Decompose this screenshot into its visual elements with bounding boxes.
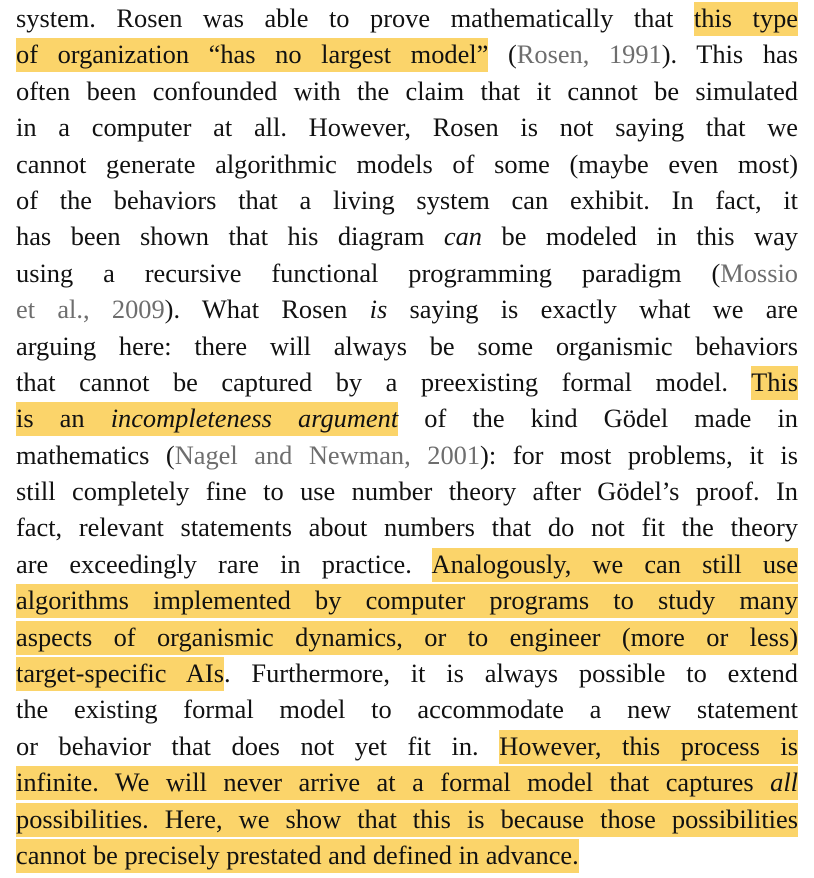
text-line <box>16 728 798 764</box>
highlighted-text: However, this process is <box>499 730 798 764</box>
citation-link[interactable]: et al., 2009 <box>16 294 165 325</box>
body-text: cannot generate algorithmic models of some (maybe even most) <box>16 148 798 179</box>
highlighted-text: Analogously, we can still use <box>432 548 798 582</box>
text-line <box>16 619 798 655</box>
emphasis-text: can <box>443 221 482 252</box>
body-text: ): for most problems, it is <box>480 439 798 470</box>
citation-link[interactable]: Rosen, 1991 <box>516 39 662 70</box>
highlighted-text: aspects of organismic dynamics, or to engineer (more or less) <box>16 621 798 655</box>
body-text: in a computer at all. However, Rosen is not saying that we <box>16 112 798 143</box>
highlighted-text: is an <box>16 402 111 436</box>
emphasis-text: is <box>369 294 388 325</box>
document-page <box>16 0 798 873</box>
text-line <box>16 437 798 473</box>
highlighted-text: algorithms implemented by computer programs to study many <box>16 584 798 618</box>
highlighted-text: of organization “has no largest model” <box>16 38 488 72</box>
body-text: often been confounded with the claim that it cannot be simulated <box>16 75 798 106</box>
text-line <box>16 218 798 254</box>
body-text: system. Rosen was able to prove mathematically that <box>16 3 694 33</box>
text-line <box>16 400 798 436</box>
text-line <box>16 801 798 837</box>
text-line <box>16 691 798 727</box>
text-line <box>16 109 798 145</box>
body-text: are exceedingly rare in practice. <box>16 548 432 579</box>
text-line <box>16 546 798 582</box>
text-line <box>16 582 798 618</box>
body-text: fact, relevant statements about numbers that do not fit the theory <box>16 512 798 543</box>
text-line <box>16 146 798 182</box>
highlighted-text: This <box>751 366 798 400</box>
body-text: that cannot be captured by a preexisting formal model. <box>16 366 752 397</box>
highlighted-emphasis-text: incompleteness argument <box>111 402 399 436</box>
body-text: ). This has <box>661 39 798 70</box>
body-text: ( <box>488 39 517 70</box>
text-line <box>16 655 798 691</box>
text-line <box>16 509 798 545</box>
body-text: of the behaviors that a living system can exhibit. In fact, it <box>16 184 798 215</box>
highlighted-text: target-specific AIs <box>16 657 224 691</box>
highlighted-text: cannot be precisely prestated and defined in advance. <box>16 839 579 873</box>
text-line <box>16 255 798 291</box>
citation-link[interactable]: Mossio <box>720 257 798 288</box>
text-line <box>16 73 798 109</box>
body-paragraph <box>16 0 798 873</box>
body-text: mathematics ( <box>16 439 175 470</box>
body-text: using a recursive functional programming paradigm ( <box>16 257 721 288</box>
body-text: the existing formal model to accommodate a new statement <box>16 694 798 725</box>
highlighted-text: infinite. We will never arrive at a formal model that captures <box>16 766 770 800</box>
text-line <box>16 291 798 327</box>
body-text: arguing here: there will always be some organismic behaviors <box>16 330 798 361</box>
body-text: be modeled in this way <box>481 221 798 252</box>
text-line <box>16 364 798 400</box>
citation-link[interactable]: Nagel and Newman, 2001 <box>174 439 481 470</box>
body-text: . Furthermore, it is always possible to extend <box>223 658 798 689</box>
text-line <box>16 182 798 218</box>
text-line <box>16 837 798 873</box>
highlighted-text: this type <box>694 2 798 36</box>
body-text: still completely fine to use number theory after Gödel’s proof. In <box>16 476 798 507</box>
text-line <box>16 0 798 36</box>
text-line <box>16 764 798 800</box>
body-text: saying is exactly what we are <box>387 294 798 325</box>
text-line <box>16 36 798 72</box>
body-text: or behavior that does not yet fit in. <box>16 730 500 761</box>
highlighted-text: possibilities. Here, we show that this is because those possibilities <box>16 803 798 837</box>
highlighted-emphasis-text: all <box>770 766 798 800</box>
body-text: has been shown that his diagram <box>16 221 444 252</box>
body-text: of the kind Gödel made in <box>398 403 798 434</box>
body-text: ). What Rosen <box>164 294 370 325</box>
text-line <box>16 328 798 364</box>
text-line <box>16 473 798 509</box>
